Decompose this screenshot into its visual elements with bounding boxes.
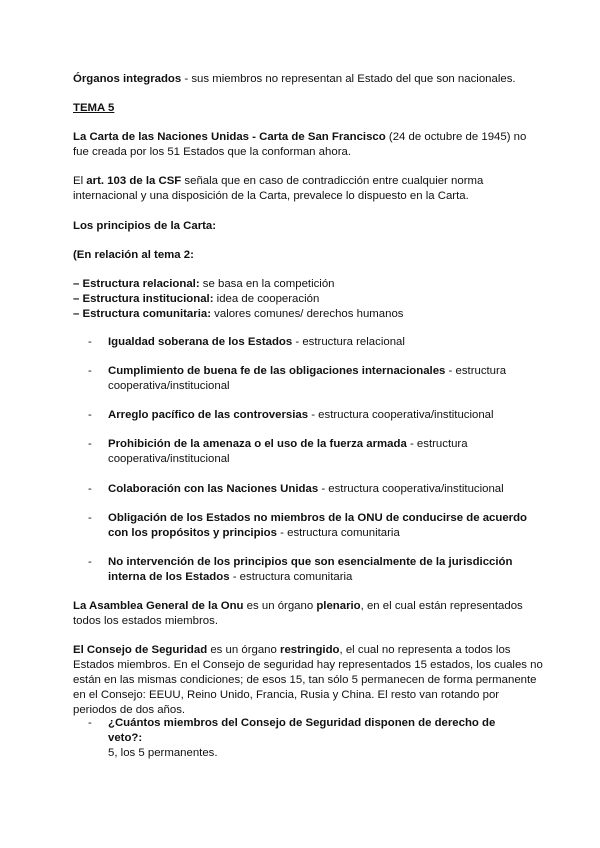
principio-term: Colaboración con las Naciones Unidas [108, 483, 319, 495]
art103-term: art. 103 de la CSF [86, 175, 182, 187]
estructura-term: – Estructura relacional: [73, 278, 200, 290]
principio-text: - estructura relacional [292, 336, 405, 348]
principio-item [108, 482, 528, 497]
pregunta-answer: 5, los 5 permanentes. [108, 747, 218, 759]
bullet-dash: - [88, 483, 92, 495]
principios-heading-text: Los principios de la Carta: [73, 220, 217, 232]
bullet-dash: - [88, 556, 92, 568]
asamblea-text: , en el cual están representados todos los estados miembros. [73, 600, 523, 627]
bullet-dash: - [88, 409, 92, 421]
asamblea-mid: es un órgano [243, 600, 317, 612]
tema-heading-text: TEMA 5 [73, 102, 115, 114]
bullet-dash: - [88, 438, 92, 450]
intro-text: - sus miembros no representan al Estado del que son nacionales. [181, 73, 516, 85]
principio-text: - estructura cooperativa/institucional [108, 365, 507, 392]
estructura-item [73, 277, 543, 292]
pregunta-text: ¿Cuántos miembros del Consejo de Seguridad disponen de derecho de veto?: [108, 717, 496, 744]
principio-item [108, 335, 528, 350]
principio-item [108, 408, 528, 423]
principio-item [108, 364, 528, 394]
principio-text: - estructura cooperativa/institucional [318, 483, 504, 495]
estructura-text: valores comunes/ derechos humanos [211, 308, 404, 320]
estructuras-list [73, 277, 543, 322]
art103-paragraph [73, 174, 543, 204]
principio-term: No intervención de los principios que son esencialmente de la jurisdicción interna de los Estados [108, 556, 513, 583]
principios-heading [73, 219, 543, 234]
intro-term: Órganos integrados [73, 73, 182, 85]
bullet-dash: - [88, 512, 92, 524]
consejo-type: restringido [280, 644, 340, 656]
estructura-term: – Estructura comunitaria: [73, 308, 211, 320]
relacion-heading-text: (En relación al tema 2: [73, 249, 194, 261]
principio-term: Arreglo pacífico de las controversias [108, 409, 309, 421]
principio-text: - estructura cooperativa/institucional [308, 409, 494, 421]
carta-paragraph [73, 130, 543, 160]
carta-text: (24 de octubre de 1945) no fue creada por los 51 Estados que la conforman ahora. [73, 131, 527, 158]
bullet-dash: - [88, 717, 92, 729]
consejo-paragraph [73, 643, 543, 718]
principio-term: Obligación de los Estados no miembros de la ONU de conducirse de acuerdo con los propósitos y principios [108, 512, 528, 539]
principio-text: - estructura comunitaria [276, 527, 400, 539]
principio-item [108, 555, 528, 585]
asamblea-term: La Asamblea General de la Onu [73, 600, 244, 612]
principio-term: Cumplimiento de buena fe de las obligaciones internacionales [108, 365, 446, 377]
consejo-text: , el cual no representa a todos los Estados miembros. En el Consejo de seguridad hay representados 15 estados, los cuales no están en las mismas condiciones; de esos 15, tan sólo 5 permanecen de forma permanente en el Consejo: EEUU, Reino Unido, Francia, Rusia y China. El resto van rotando por periodos de dos años. [73, 644, 543, 716]
consejo-term: El Consejo de Seguridad [73, 644, 208, 656]
intro-paragraph [73, 72, 543, 87]
asamblea-type: plenario [316, 600, 361, 612]
principio-term: Prohibición de la amenaza o el uso de la fuerza armada [108, 438, 407, 450]
carta-term: La Carta de las Naciones Unidas - Carta de San Francisco [73, 131, 386, 143]
estructura-text: se basa en la competición [199, 278, 335, 290]
bullet-dash: - [88, 336, 92, 348]
consejo-mid: es un órgano [207, 644, 281, 656]
pregunta-item [108, 716, 528, 761]
art103-text: señala que en caso de contradicción entre cualquier norma internacional y una disposición de la Carta, prevalece lo dispuesto en la Carta. [73, 175, 484, 202]
estructura-item [73, 292, 543, 307]
estructura-term: – Estructura institucional: [73, 293, 214, 305]
principio-item [108, 511, 528, 541]
art103-pre: El [73, 175, 87, 187]
principio-text: - estructura comunitaria [229, 571, 353, 583]
principio-item [108, 437, 528, 467]
principio-term: Igualdad soberana de los Estados [108, 336, 293, 348]
estructura-text: idea de cooperación [213, 293, 320, 305]
principio-text: - estructura cooperativa/institucional [108, 438, 468, 465]
estructura-item [73, 307, 543, 322]
asamblea-paragraph [73, 599, 543, 629]
bullet-dash: - [88, 365, 92, 377]
relacion-heading [73, 248, 543, 263]
tema-heading [73, 101, 543, 116]
